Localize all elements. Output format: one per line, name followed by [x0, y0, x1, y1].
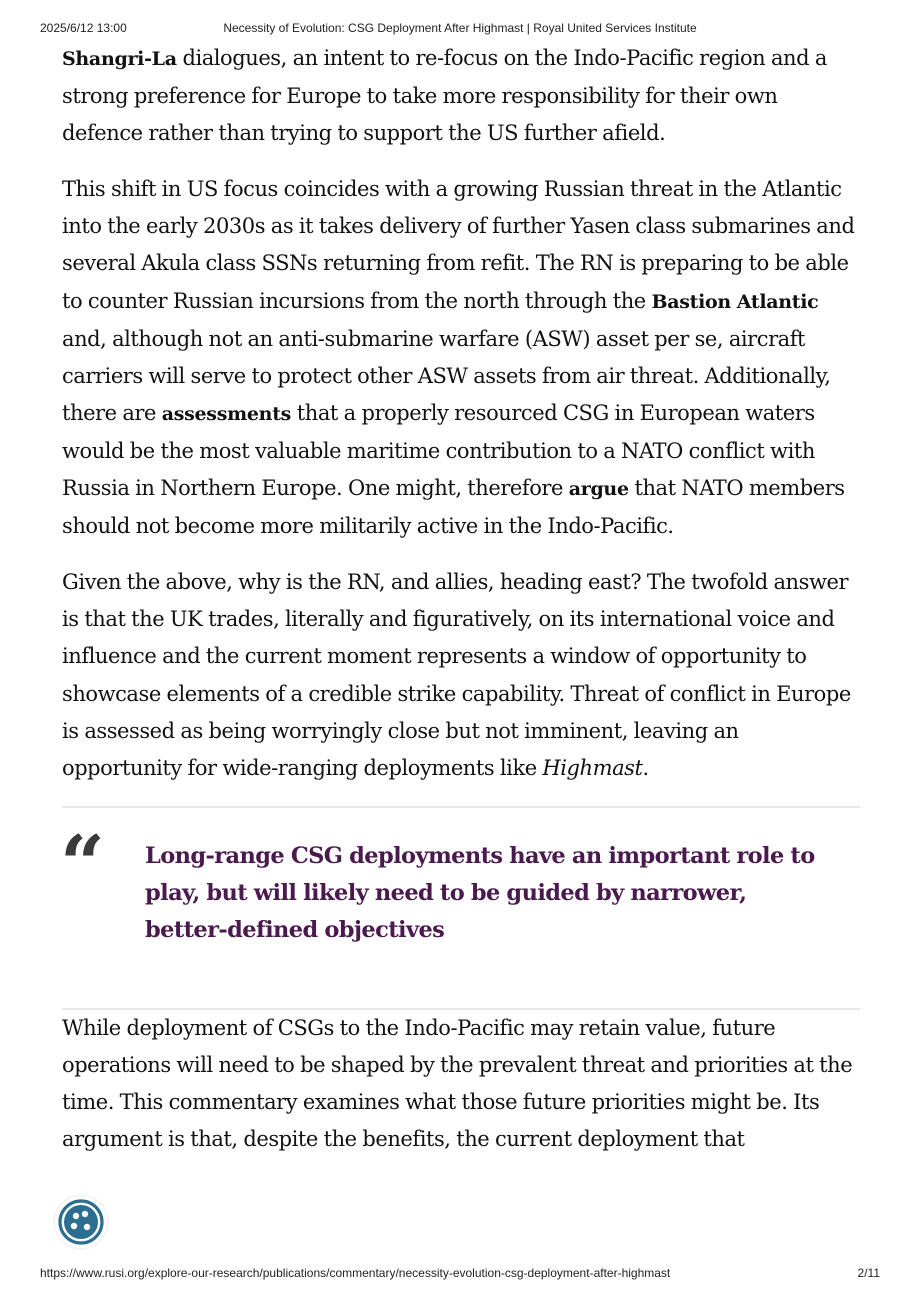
highmast-emphasis: Highmast: [542, 755, 643, 780]
paragraph-2-text-c: that a properly resourced CSG in European waters would be the most valuable maritime contribution to a NATO conflict with Russia in Northern Europe. One might, therefore: [62, 400, 815, 501]
page-number: 2/11: [857, 1266, 880, 1280]
print-url: https://www.rusi.org/explore-our-research/publications/commentary/necessity-evolution-csg-deployment-after-highmast: [40, 1266, 671, 1280]
paragraph-3-text-b: .: [642, 755, 649, 780]
print-datetime: 2025/6/12 13:00: [40, 21, 127, 35]
paragraph-2-text-d: that NATO members should not become more militarily active in the Indo-Pacific.: [62, 476, 845, 539]
paragraph-1-text: dialogues, an intent to re-focus on the Indo-Pacific region and a strong preference for Europe to take more responsibility for their own defence rather than trying to support the US further afield.: [62, 46, 827, 146]
print-footer: [40, 1266, 880, 1282]
article-body: [62, 40, 860, 1177]
paragraph-4: While deployment of CSGs to the Indo-Pacific may retain value, future operations will need to be shaped by the prevalent threat and priorities at the time. This commentary examines what those future priorities might be. Its argument is that, despite the benefits, the current deployment that: [62, 1015, 853, 1152]
link-bastion-atlantic[interactable]: Bastion Atlantic: [651, 290, 819, 313]
quote-mark-icon: “: [60, 818, 105, 910]
pull-quote-text: Long-range CSG deployments have an important role to play, but will likely need to be guided by narrower, better-defined objectives: [145, 842, 815, 943]
paragraph-2: [62, 171, 860, 545]
accessibility-button[interactable]: [55, 1196, 107, 1248]
accessibility-icon: [55, 1196, 107, 1248]
paragraph-3-text-a: Given the above, why is the RN, and allies, heading east? The twofold answer is that the UK trades, literally and figuratively, on its international voice and influence and the current moment represents a window of opportunity to showcase elements of a credible strike capability. Threat of conflict in Europe is assessed as being worryingly close but not imminent, leaving an opportunity for wide-ranging deployments like: [62, 570, 851, 780]
paragraph-1: [62, 40, 860, 152]
print-page-title: Necessity of Evolution: CSG Deployment After Highmast | Royal United Services Institute: [223, 21, 697, 35]
link-argue[interactable]: argue: [568, 478, 629, 501]
paragraph-2-text-a: This shift in US focus coincides with a growing Russian threat in the Atlantic into the early 2030s as it takes delivery of further Yasen class submarines and several Akula class SSNs returning from refit. The RN is preparing to be able to counter Russian incursions from the north through the: [62, 177, 855, 313]
paragraph-3: [62, 564, 860, 787]
paragraph-2-text-b: and, although not an anti-submarine warfare (ASW) asset per se, aircraft carriers will serve to protect other ASW assets from air threat. Additionally, there are: [62, 326, 831, 425]
pull-quote: [62, 808, 860, 1008]
link-shangri-la[interactable]: Shangri-La: [62, 48, 177, 70]
link-assessments[interactable]: assessments: [161, 402, 292, 425]
print-header: [40, 21, 880, 37]
